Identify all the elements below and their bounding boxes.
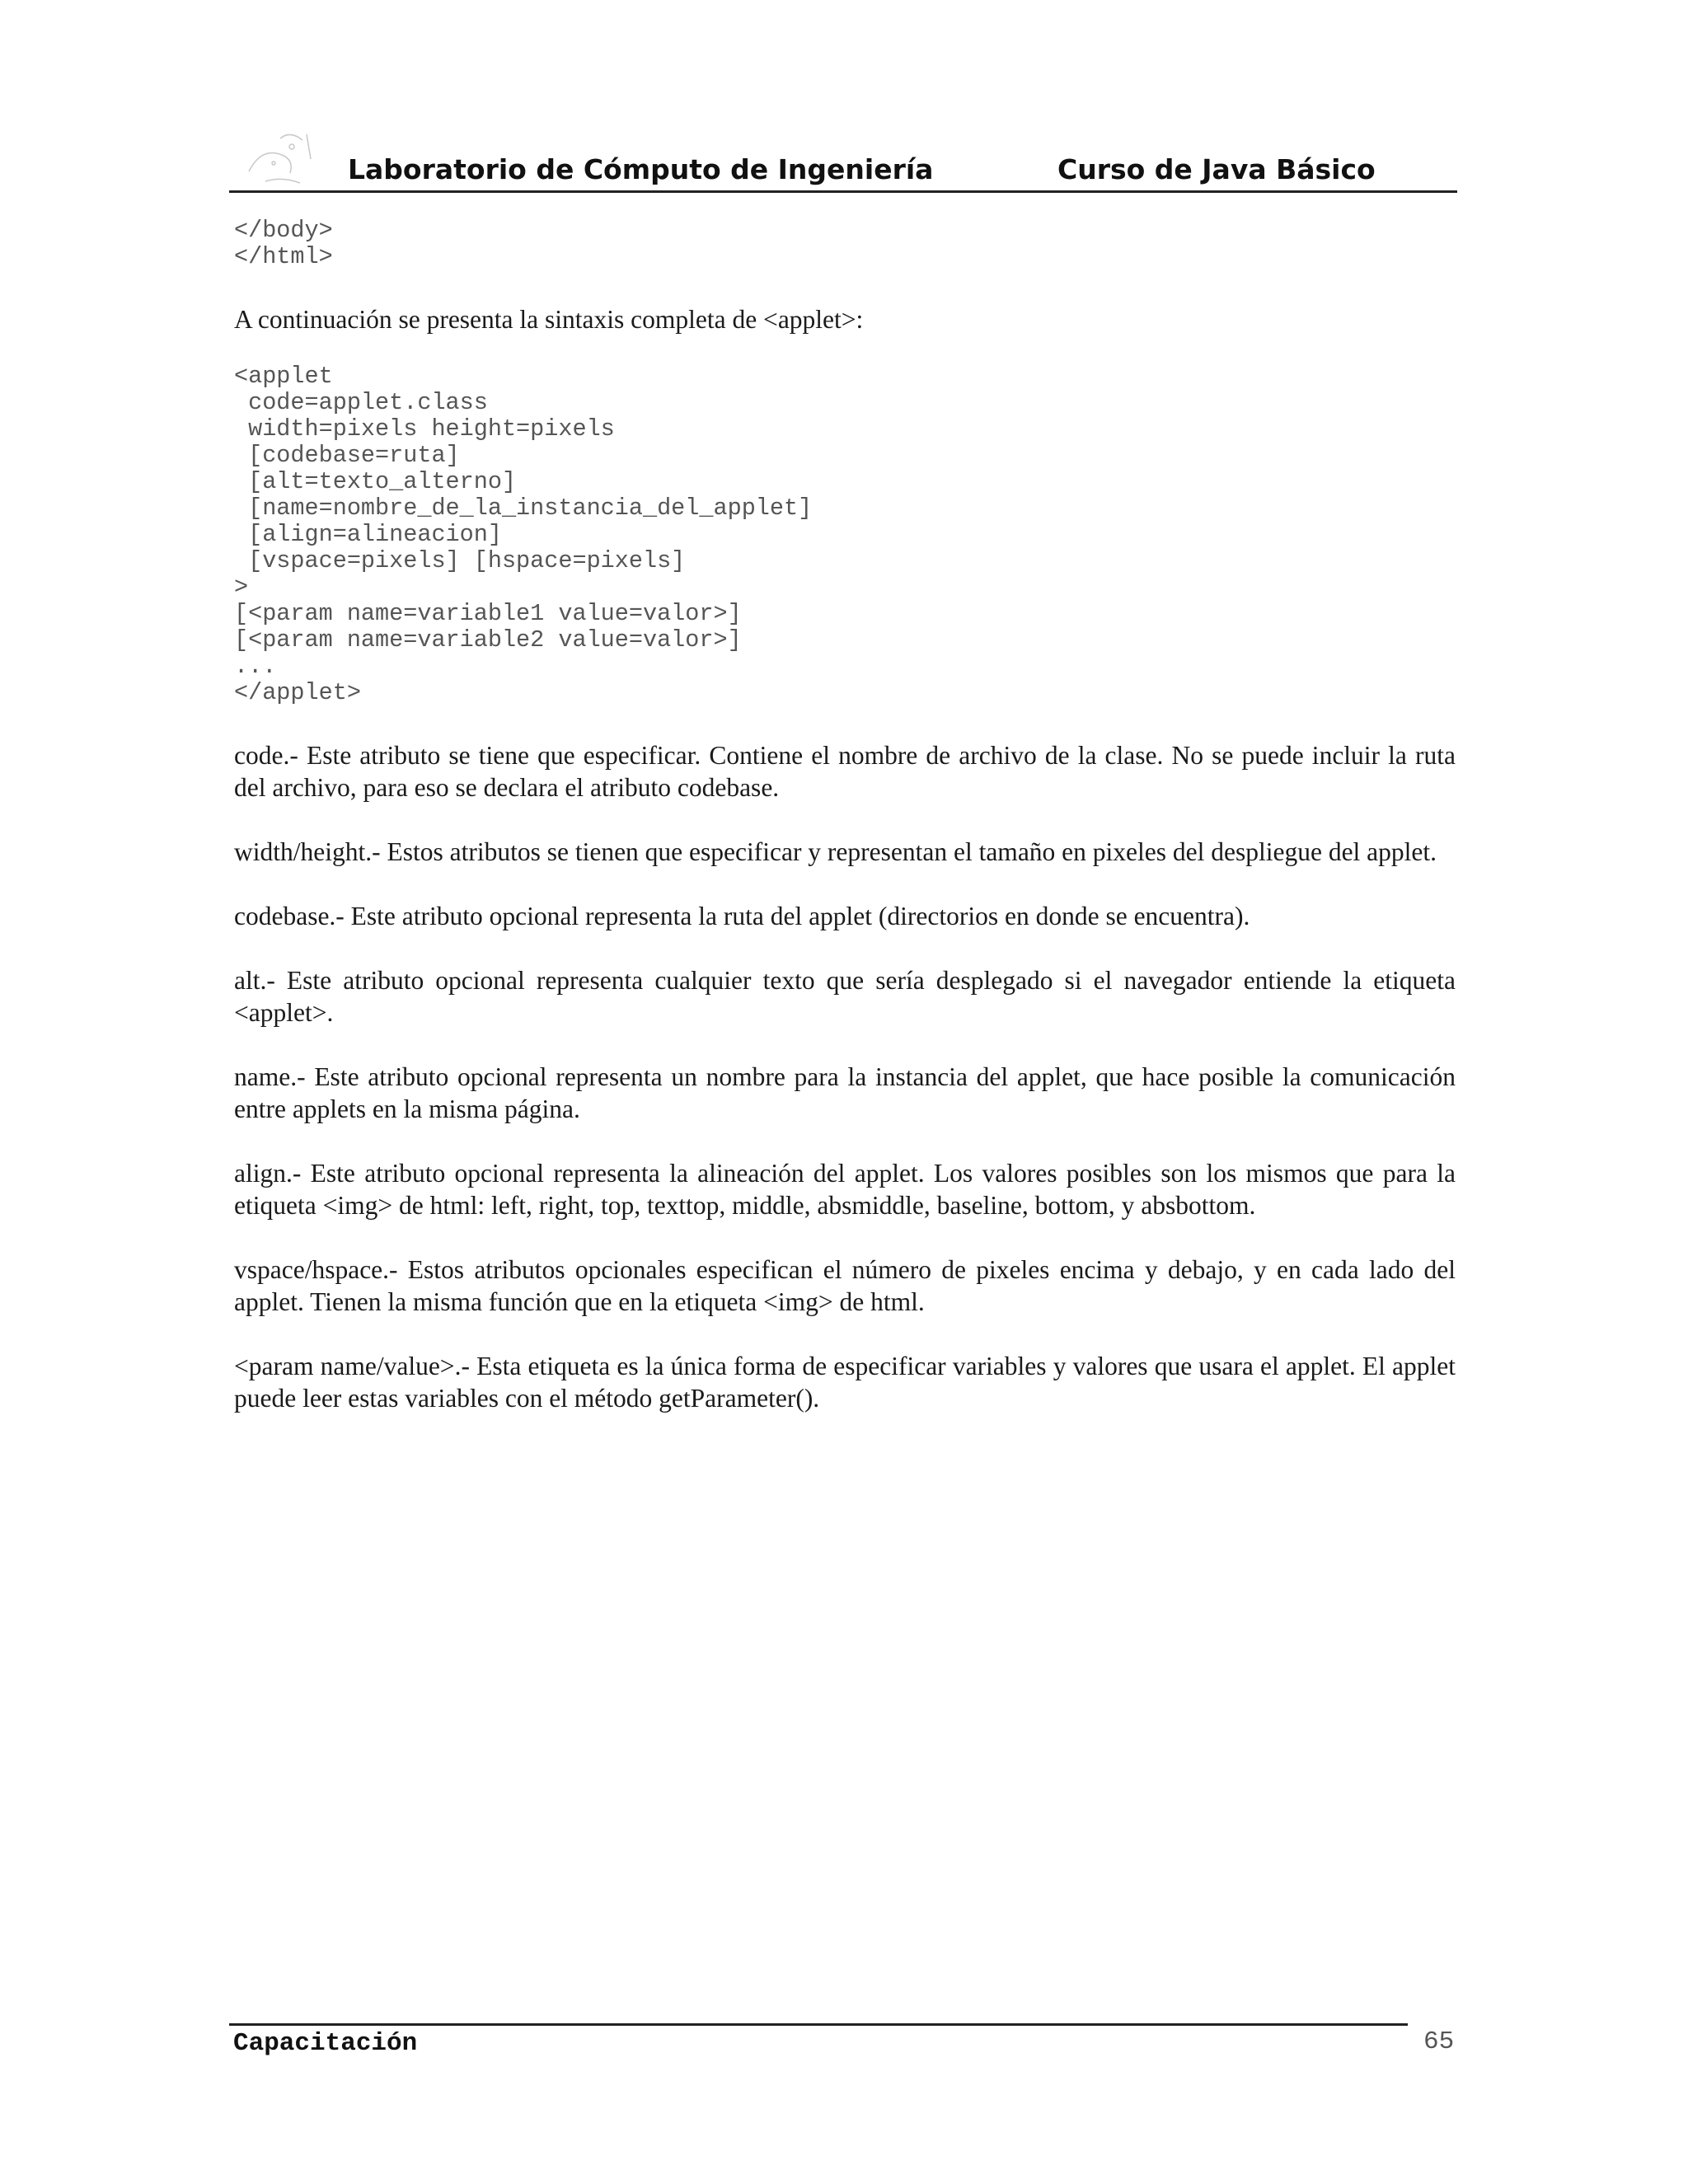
definition-vspace-hspace: vspace/hspace.- Estos atributos opcionales especifican el número de pixeles encima y debajo, y en cada lado del applet. Tienen la misma función que en la etiqueta <img> de html. xyxy=(234,1255,1456,1316)
applet-syntax-code-block: <applet code=applet.class width=pixels height=pixels [codebase=ruta] [alt=texto_alterno] [name=nombre_de_la_instancia_del_applet] [align=alineacion] [vspace=pixels] [hspace=pixels] > [<param name=variable1 value=valor>] [<param name=variable2 value=valor>] ... </applet> xyxy=(234,363,813,706)
footer-divider xyxy=(229,2023,1408,2026)
page-content xyxy=(234,218,1456,1414)
definition-width-height: width/height.- Estos atributos se tienen que especificar y representan el tamaño en pixeles del despliegue del applet. xyxy=(234,837,1437,866)
code-snippet-closing-tags: </body> </html> xyxy=(234,217,333,270)
header-divider xyxy=(229,190,1457,193)
footer-label: Capacitación xyxy=(233,2029,418,2058)
definition-code: code.- Este atributo se tiene que especificar. Contiene el nombre de archivo de la clase. No se puede incluir la ruta del archivo, para eso se declara el atributo codebase. xyxy=(234,741,1456,802)
logo-icon xyxy=(232,122,340,188)
definition-name: name.- Este atributo opcional representa un nombre para la instancia del applet, que hace posible la comunicación entre applets en la misma página. xyxy=(234,1062,1456,1123)
header-title-left: Laboratorio de Cómputo de Ingeniería xyxy=(348,153,934,185)
intro-paragraph: A continuación se presenta la sintaxis completa de <applet>: xyxy=(234,305,864,334)
definition-alt: alt.- Este atributo opcional representa cualquier texto que sería desplegado si el navegador entiende la etiqueta <applet>. xyxy=(234,966,1456,1027)
definition-align: align.- Este atributo opcional representa la alineación del applet. Los valores posibles son los mismos que para la etiqueta <img> de html: left, right, top, texttop, middle, absmiddle, baseline, bottom, y absbottom. xyxy=(234,1159,1456,1220)
definition-param: <param name/value>.- Esta etiqueta es la única forma de especificar variables y valores que usara el applet. El applet puede leer estas variables con el método getParameter(). xyxy=(234,1352,1456,1413)
page-number: 65 xyxy=(1423,2027,1455,2056)
definition-codebase: codebase.- Este atributo opcional representa la ruta del applet (directorios en donde se encuentra). xyxy=(234,902,1250,930)
header-title-right: Curso de Java Básico xyxy=(1057,153,1376,185)
